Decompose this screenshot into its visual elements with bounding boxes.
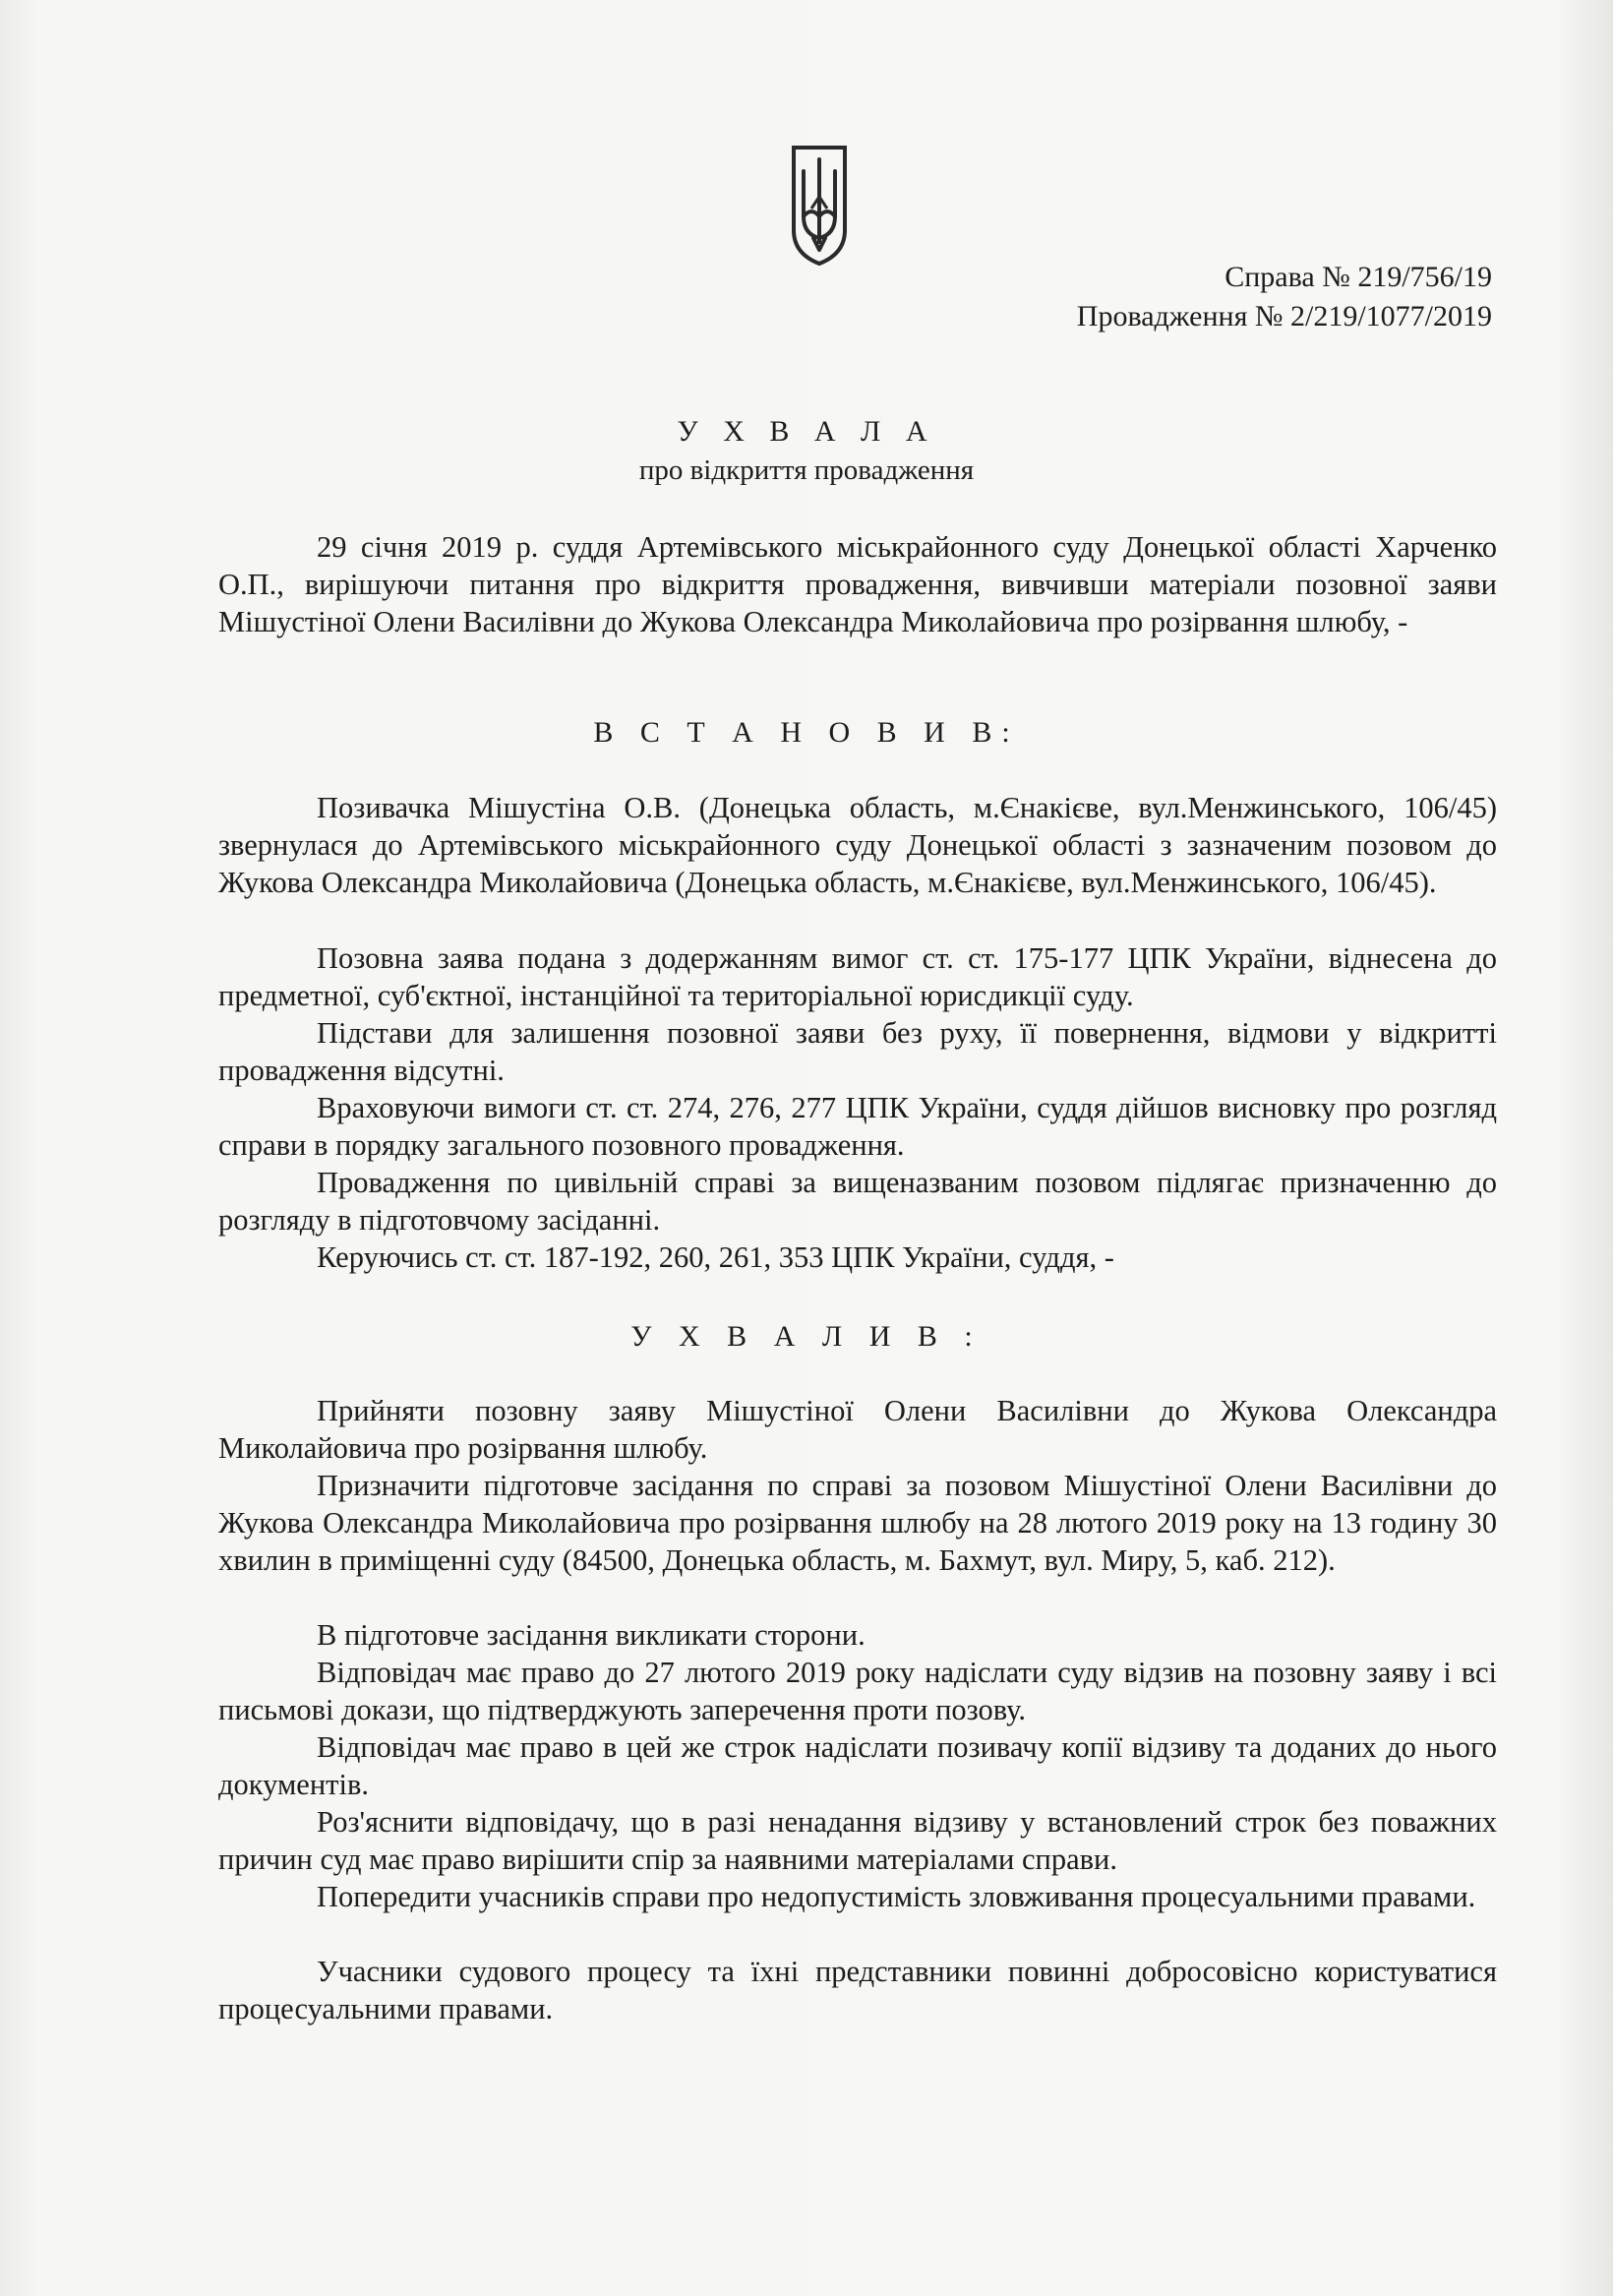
ruled-paragraph: Роз'яснити відповідачу, що в разі ненадання відзиву у встановлений строк без поважних причин суд має право вирішити спір за наявними матеріалами справи. <box>218 1805 1497 1876</box>
established-paragraph: Позивачка Мішустіна О.В. (Донецька область, м.Єнакієве, вул.Менжинського, 106/45) звернулася до Артемівського міськрайонного суду Донецької області з зазначеним позовом до Жукова Олександра Миколайовича (Донецька область, м.Єнакієве, вул.Менжинського, 106/45). <box>218 791 1497 899</box>
case-info <box>1077 258 1492 336</box>
established-paragraph: Провадження по цивільній справі за вищеназваним позовом підлягає призначенню до розгляду в підготовчому засіданні. <box>218 1166 1497 1237</box>
document-title: У Х В А Л А <box>677 415 936 448</box>
ruled-paragraph: В підготовче засідання викликати сторони. <box>317 1618 866 1652</box>
ruled-paragraph: Учасники судового процесу та їхні представники повинні добросовісно користуватися процесуальними правами. <box>218 1955 1497 2025</box>
established-paragraph: Враховуючи вимоги ст. ст. 274, 276, 277 ЦПК України, суддя дійшов висновку про розгляд справи в порядку загального позовного провадження. <box>218 1091 1497 1162</box>
established-paragraph: Керуючись ст. ст. 187-192, 260, 261, 353 ЦПК України, суддя, - <box>317 1240 1114 1274</box>
ruled-paragraph: Відповідач має право в цей же строк надіслати позивачу копії відзиву та доданих до нього документів. <box>218 1730 1497 1801</box>
intro-paragraph: 29 січня 2019 р. суддя Артемівського міськрайонного суду Донецької області Харченко О.П., вирішуючи питання про відкриття провадження, вивчивши матеріали позовної заяви Мішустіної Олени Василівни до Жукова Олександра Миколайовича про розірвання шлюбу, - <box>218 530 1497 638</box>
ruled-paragraph: Відповідач має право до 27 лютого 2019 року надіслати суду відзив на позовну заяву і всі письмові докази, що підтверджують заперечення проти позову. <box>218 1656 1497 1726</box>
coat-of-arms-icon <box>790 144 849 268</box>
ruled-paragraph: Попередити учасників справи про недопустимість зловживання процесуальними правами. <box>317 1880 1476 1913</box>
established-paragraph: Позовна заява подана з додержанням вимог ст. ст. 175-177 ЦПК України, віднесена до предметної, суб'єктної, інстанційної та територіальної юрисдикції суду. <box>218 941 1497 1012</box>
proceeding-number: Провадження № 2/219/1077/2019 <box>1076 300 1492 332</box>
ruled-paragraph: Прийняти позовну заяву Мішустіної Олени Василівни до Жукова Олександра Миколайовича про розірвання шлюбу. <box>218 1394 1497 1465</box>
established-paragraph: Підстави для залишення позовної заяви без руху, її повернення, відмови у відкритті провадження відсутні. <box>218 1016 1497 1087</box>
ruled-paragraph: Призначити підготовче засідання по справі за позовом Мішустіної Олени Василівни до Жукова Олександра Миколайовича про розірвання шлюбу на 28 лютого 2019 року на 13 годину 30 хвилин в приміщенні суду (84500, Донецька область, м. Бахмут, вул. Миру, 5, каб. 212). <box>218 1469 1497 1577</box>
ruled-heading: У Х В А Л И В : <box>630 1320 983 1353</box>
case-number: Справа № 219/756/19 <box>1225 261 1492 293</box>
document-subtitle: про відкриття провадження <box>638 454 975 486</box>
established-heading: В С Т А Н О В И В: <box>593 716 1020 749</box>
